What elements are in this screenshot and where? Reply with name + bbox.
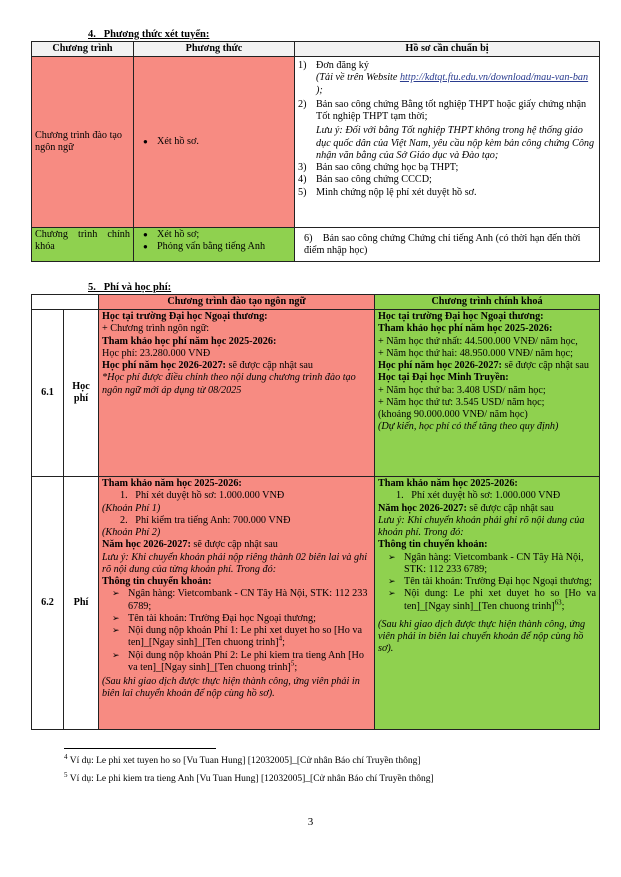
doc-item-download-note: (Tải về trên Website http://kdtqt.ftu.edu.vn/download/mau-van-ban ); xyxy=(316,72,589,96)
row-number: 6.1 xyxy=(32,310,64,477)
table-row-fees xyxy=(32,477,600,730)
section-5-heading: 5. Phí và học phí: xyxy=(88,282,172,293)
doc-item: 4) Bản sao công chứng CCCD; xyxy=(298,174,432,186)
table-row-language-program xyxy=(32,57,600,228)
fees-table xyxy=(31,294,600,730)
download-form-link[interactable]: http://kdtqt.ftu.edu.vn/download/mau-van-ban xyxy=(399,72,589,84)
doc-item: 5) Minh chứng nộp lệ phí xét duyệt hồ sơ. xyxy=(298,186,477,198)
transfer-info-item: ➢ Nội dung nộp khoản Phí 1: Le phi xet duyet ho so [Ho va ten]_[Ngay sinh]_[Ten chuong trinh]$^4$; xyxy=(102,625,371,649)
doc-item: 6) Bản sao công chứng Chứng chỉ tiếng Anh (có thời hạn đến thời điểm nhập học) xyxy=(304,232,581,256)
doc-item-note: Lưu ý: Đối với bằng Tốt nghiệp THPT không trong hệ thống giáo dục quốc dân của Việt Nam, yêu cầu nộp kèm bản công chứng Công nhận văn bằng của Sở Giáo dục và Đào tạo; xyxy=(316,125,595,161)
method-bullet: ● Phỏng vấn bằng tiếng Anh xyxy=(137,241,291,253)
row-number: 6.2 xyxy=(32,477,64,730)
documents-cell xyxy=(295,57,600,228)
admission-method-table xyxy=(31,41,600,262)
transfer-info-item: ➢ Ngân hàng: Vietcombank - CN Tây Hà Nội, STK: 112 233 6789; xyxy=(378,552,596,576)
header-language-program: Chương trình đào tạo ngôn ngữ xyxy=(99,295,375,310)
transfer-info-item: ➢ Ngân hàng: Vietcombank - CN Tây Hà Nội, STK: 112 233 6789; xyxy=(102,588,371,612)
method-bullet: ● Xét hồ sơ; xyxy=(137,229,291,241)
header-main-program: Chương trình chính khoá xyxy=(375,295,600,310)
table-row-main-program xyxy=(32,228,600,262)
table-header-row xyxy=(32,295,600,310)
header-program: Chương trình xyxy=(32,42,134,57)
footnote-separator xyxy=(64,748,216,749)
header-method: Phương thức xyxy=(134,42,295,57)
program-cell: Chương trình đào tạo ngôn ngữ xyxy=(32,57,134,228)
method-bullet: ● Xét hồ sơ. xyxy=(137,136,291,148)
documents-cell xyxy=(295,228,600,262)
row-label: Phí xyxy=(64,477,99,730)
transfer-info-item: ➢ Tên tài khoản: Trường Đại học Ngoại thương; xyxy=(102,613,371,625)
footnote-4: $^4$ Ví dụ: Le phi xet tuyen ho so [Vu Tuan Hung] [12032005]_[Cử nhân Báo chí Truyền thông] xyxy=(64,752,421,766)
tuition-main-cell: Học tại trường Đại học Ngoại thương: Tham khảo học phí năm học 2025-2026: + Năm học thứ nhất: 44.500.000 VNĐ/ năm học, + Năm học thứ hai: 48.950.000 VNĐ/ năm học; Học phí năm học 2026-2027: sẽ được cập nhật sau Học tại Đại học Minh Truyền: + Năm học thứ ba: 3.408 USD/ năm học; + Năm học thứ tư: 3.545 USD/ năm học; (khoảng 90.000.000 VNĐ/ năm học) (Dự kiến, học phí có thể tăng theo quy định) xyxy=(375,310,600,477)
method-cell xyxy=(134,228,295,262)
transfer-info-item: ➢ Nội dung: Le phi xet duyet ho so [Ho va ten]_[Ngay sinh]_[Ten chuong trinh]$^{63}$; xyxy=(378,588,596,612)
transfer-info-item: ➢ Tên tài khoản: Trường Đại học Ngoại thương; xyxy=(378,576,596,588)
doc-item: 2) Bản sao công chứng Bằng tốt nghiệp THPT hoặc giấy chứng nhận Tốt nghiệp THPT tạm thời; xyxy=(298,98,587,123)
header-documents: Hồ sơ cần chuẩn bị xyxy=(295,42,600,57)
page-number: 3 xyxy=(307,816,314,828)
doc-item: 1) Đơn đăng ký xyxy=(298,60,369,72)
section-4-heading: 4. Phương thức xét tuyển: xyxy=(88,29,210,40)
transfer-info-item: ➢ Nội dung nộp khoản Phí 2: Le phi kiem tra tieng Anh [Ho va ten]_[Ngay sinh]_[Ten chuong trinh]$^5$; xyxy=(102,650,371,674)
fees-language-cell: Tham khảo năm học 2025-2026: 1. Phí xét duyệt hồ sơ: 1.000.000 VNĐ (Khoản Phí 1) 2. Phí kiểm tra tiếng Anh: 700.000 VNĐ (Khoản Phí 2) Năm học 2026-2027: sẽ được cập nhật sau Lưu ý: Khi chuyển khoản phải nộp riêng thành 02 biên lai và ghi rõ nội dung của từng khoản phí. Trong đó: Thông tin chuyển khoản: ➢ Ngân hàng: Vietcombank - CN Tây Hà Nội, STK: 112 233 6789; ➢ Tên tài khoản: Trường Đại học Ngoại thương; ➢ Nội dung nộp khoản Phí 1: Le phi xet duyet ho so [Ho va ten]_[Ngay sinh]_[Ten chuong trinh]$^4$; ➢ Nội dung nộp khoản Phí 2: Le phi kiem tra tieng Anh [Ho va ten]_[Ngay sinh]_[Ten chuong trinh]$^5$; (Sau khi giao dịch được thực hiện thành công, ứng viên phải in biên lai chuyển khoản để nộp cùng hồ sơ). xyxy=(99,477,375,730)
footnote-5: $^5$ Ví dụ: Le phi kiem tra tieng Anh [Vu Tuan Hung] [12032005]_[Cử nhân Báo chí Truyền thông] xyxy=(64,770,434,784)
table-header-row xyxy=(32,42,600,57)
fees-main-cell: Tham khảo năm học 2025-2026: 1. Phí xét duyệt hồ sơ: 1.000.000 VNĐ Năm học 2026-2027: sẽ được cập nhật sau Lưu ý: Khi chuyển khoản phải ghi rõ nội dung của khoản phí. Trong đó: Thông tin chuyển khoản: ➢ Ngân hàng: Vietcombank - CN Tây Hà Nội, STK: 112 233 6789; ➢ Tên tài khoản: Trường Đại học Ngoại thương; ➢ Nội dung: Le phi xet duyet ho so [Ho va ten]_[Ngay sinh]_[Ten chuong trinh]$^{63}$; (Sau khi giao dịch được thực hiện thành công, ứng viên phải in biên lai chuyển khoản để nộp cùng hồ sơ). xyxy=(375,477,600,730)
row-label: Học phí xyxy=(64,310,99,477)
table-row-tuition xyxy=(32,310,600,477)
program-cell: Chương trình chính khóa xyxy=(32,228,134,262)
header-blank xyxy=(32,295,99,310)
doc-item: 3) Bản sao công chứng học bạ THPT; xyxy=(298,162,459,174)
tuition-language-cell: Học tại trường Đại học Ngoại thương: + Chương trình ngôn ngữ: Tham khảo học phí năm học 2025-2026: Học phí: 23.280.000 VNĐ Học phí năm học 2026-2027: sẽ được cập nhật sau *Học phí được điều chỉnh theo nội dung chương trình đào tạo ngôn ngữ mới áp dụng từ 08/2025 xyxy=(99,310,375,477)
method-cell xyxy=(134,57,295,228)
